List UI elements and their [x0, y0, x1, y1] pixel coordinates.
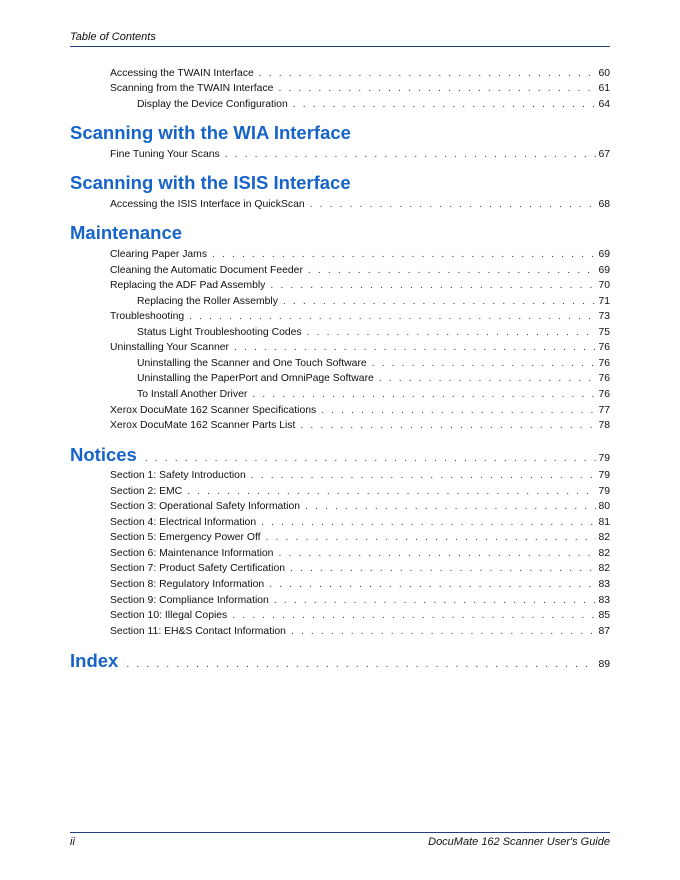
dot-leader [270, 279, 596, 293]
toc-entry[interactable] [110, 264, 610, 278]
dot-leader [126, 654, 596, 676]
toc-entry-page: 76 [598, 373, 610, 384]
toc-entry[interactable] [110, 578, 610, 592]
footer-doc-title: DocuMate 162 Scanner User's Guide [428, 836, 610, 848]
section-heading-maintenance[interactable]: Maintenance [70, 222, 183, 243]
toc-entry-title: To Install Another Driver [137, 389, 248, 400]
toc-entry[interactable] [110, 625, 610, 639]
toc-entry-title: Troubleshooting [110, 311, 185, 322]
dot-leader [189, 310, 596, 324]
toc-entry-page: 77 [598, 405, 610, 416]
toc-entry[interactable] [110, 469, 610, 483]
toc-entry-title: Replacing the ADF Pad Assembly [110, 280, 266, 291]
dot-leader [259, 67, 597, 81]
running-header: Table of Contents [70, 31, 156, 43]
toc-entry[interactable] [110, 547, 610, 561]
toc-entry-title: Uninstalling the Scanner and One Touch Software [137, 358, 367, 369]
toc-entry[interactable] [110, 82, 610, 96]
toc-entry-title: Section 2: EMC [110, 486, 183, 497]
toc-entry-title: Section 7: Product Safety Certification [110, 563, 285, 574]
toc-entry-page: 82 [598, 563, 610, 574]
toc-entry-title: Section 9: Compliance Information [110, 595, 269, 606]
toc-entry-title: Section 5: Emergency Power Off [110, 532, 261, 543]
header-rule [70, 46, 610, 47]
toc-entry-page: 61 [598, 83, 610, 94]
toc-entry[interactable] [137, 388, 610, 402]
dot-leader [145, 448, 597, 470]
section-heading-index[interactable] [70, 650, 610, 672]
toc-entry[interactable] [110, 500, 610, 514]
toc-entry-page: 83 [598, 595, 610, 606]
dot-leader [321, 404, 596, 418]
toc-entry-page: 81 [598, 517, 610, 528]
toc-entry-title: Clearing Paper Jams [110, 249, 208, 260]
dot-leader [252, 388, 596, 402]
footer-rule [70, 832, 610, 833]
running-footer [70, 835, 610, 849]
dot-leader [307, 326, 597, 340]
toc-entry[interactable] [137, 98, 610, 112]
toc-entry[interactable] [110, 279, 610, 293]
dot-leader [187, 485, 596, 499]
toc-entry-page: 82 [598, 548, 610, 559]
dot-leader [251, 469, 597, 483]
toc-entry-title: Section 4: Electrical Information [110, 517, 257, 528]
toc-entry[interactable] [110, 198, 610, 212]
toc-entry-title: Status Light Troubleshooting Codes [137, 327, 302, 338]
toc-entry-page: 87 [598, 626, 610, 637]
toc-entry[interactable] [137, 372, 610, 386]
toc-entry-page: 79 [598, 486, 610, 497]
section-heading-title: Index [70, 650, 119, 671]
toc-entry-page: 83 [598, 579, 610, 590]
footer-page-number: ii [70, 836, 75, 848]
toc-entry[interactable] [110, 310, 610, 324]
toc-entry[interactable] [110, 67, 610, 81]
dot-leader [269, 578, 596, 592]
toc-entry[interactable] [110, 562, 610, 576]
toc-entry-page: 71 [598, 296, 610, 307]
dot-leader [310, 198, 597, 212]
toc-entry-title: Xerox DocuMate 162 Scanner Parts List [110, 420, 296, 431]
toc-entry[interactable] [110, 485, 610, 499]
toc-entry[interactable] [110, 609, 610, 623]
toc-entry-page: 76 [598, 342, 610, 353]
toc-entry-page: 67 [598, 149, 610, 160]
dot-leader [278, 547, 596, 561]
toc-entry[interactable] [110, 248, 610, 262]
toc-entry-title: Section 1: Safety Introduction [110, 470, 246, 481]
toc-entry[interactable] [137, 357, 610, 371]
toc-entry-title: Scanning from the TWAIN Interface [110, 83, 274, 94]
dot-leader [300, 419, 596, 433]
toc-entry-page: 68 [598, 199, 610, 210]
toc-entry-title: Uninstalling Your Scanner [110, 342, 229, 353]
dot-leader [308, 264, 597, 278]
toc-entry-page: 70 [598, 280, 610, 291]
dot-leader [283, 295, 597, 309]
toc-entry-title: Replacing the Roller Assembly [137, 296, 278, 307]
dot-leader [266, 531, 597, 545]
section-heading-title: Notices [70, 444, 137, 465]
toc-entry-title: Display the Device Configuration [137, 99, 288, 110]
toc-entry-title: Section 3: Operational Safety Information [110, 501, 301, 512]
toc-entry-page: 69 [598, 265, 610, 276]
toc-entry[interactable] [137, 295, 610, 309]
toc-entry[interactable] [110, 531, 610, 545]
dot-leader [291, 625, 596, 639]
toc-entry[interactable] [110, 419, 610, 433]
toc-entry-page: 79 [598, 470, 610, 481]
dot-leader [274, 594, 597, 608]
toc-entry-title: Section 10: Illegal Copies [110, 610, 228, 621]
dot-leader [232, 609, 596, 623]
dot-leader [234, 341, 596, 355]
dot-leader [278, 82, 596, 96]
toc-entry[interactable] [137, 326, 610, 340]
dot-leader [372, 357, 597, 371]
dot-leader [261, 516, 596, 530]
section-heading-page: 89 [598, 659, 610, 670]
toc-entry-title: Section 11: EH&S Contact Information [110, 626, 286, 637]
dot-leader [379, 372, 597, 386]
toc-entry-title: Section 6: Maintenance Information [110, 548, 274, 559]
toc-entry-page: 76 [598, 389, 610, 400]
toc-entry-page: 82 [598, 532, 610, 543]
dot-leader [212, 248, 596, 262]
section-heading-wia[interactable]: Scanning with the WIA Interface [70, 122, 351, 143]
toc-entry-page: 85 [598, 610, 610, 621]
toc-entry[interactable] [110, 148, 610, 162]
section-heading-page: 79 [598, 453, 610, 464]
toc-entry-title: Accessing the ISIS Interface in QuickScan [110, 199, 305, 210]
toc-entry-title: Xerox DocuMate 162 Scanner Specifications [110, 405, 317, 416]
toc-entry[interactable] [110, 341, 610, 355]
toc-entry-title: Uninstalling the PaperPort and OmniPage Software [137, 373, 374, 384]
toc-entry-title: Fine Tuning Your Scans [110, 149, 220, 160]
toc-entry-title: Cleaning the Automatic Document Feeder [110, 265, 303, 276]
dot-leader [290, 562, 596, 576]
toc-entry-page: 75 [598, 327, 610, 338]
toc-entry-page: 76 [598, 358, 610, 369]
toc-entry-page: 60 [598, 68, 610, 79]
toc-entry-page: 78 [598, 420, 610, 431]
toc-entry[interactable] [110, 404, 610, 418]
dot-leader [293, 98, 597, 112]
section-heading-isis[interactable]: Scanning with the ISIS Interface [70, 172, 351, 193]
toc-entry-page: 73 [598, 311, 610, 322]
toc-entry-page: 80 [598, 501, 610, 512]
section-heading-notices[interactable] [70, 444, 610, 466]
dot-leader [305, 500, 596, 514]
toc-entry-title: Section 8: Regulatory Information [110, 579, 265, 590]
toc-entry-title: Accessing the TWAIN Interface [110, 68, 254, 79]
toc-entry[interactable] [110, 516, 610, 530]
dot-leader [225, 148, 597, 162]
toc-entry[interactable] [110, 594, 610, 608]
toc-entry-page: 69 [598, 249, 610, 260]
toc-entry-page: 64 [598, 99, 610, 110]
